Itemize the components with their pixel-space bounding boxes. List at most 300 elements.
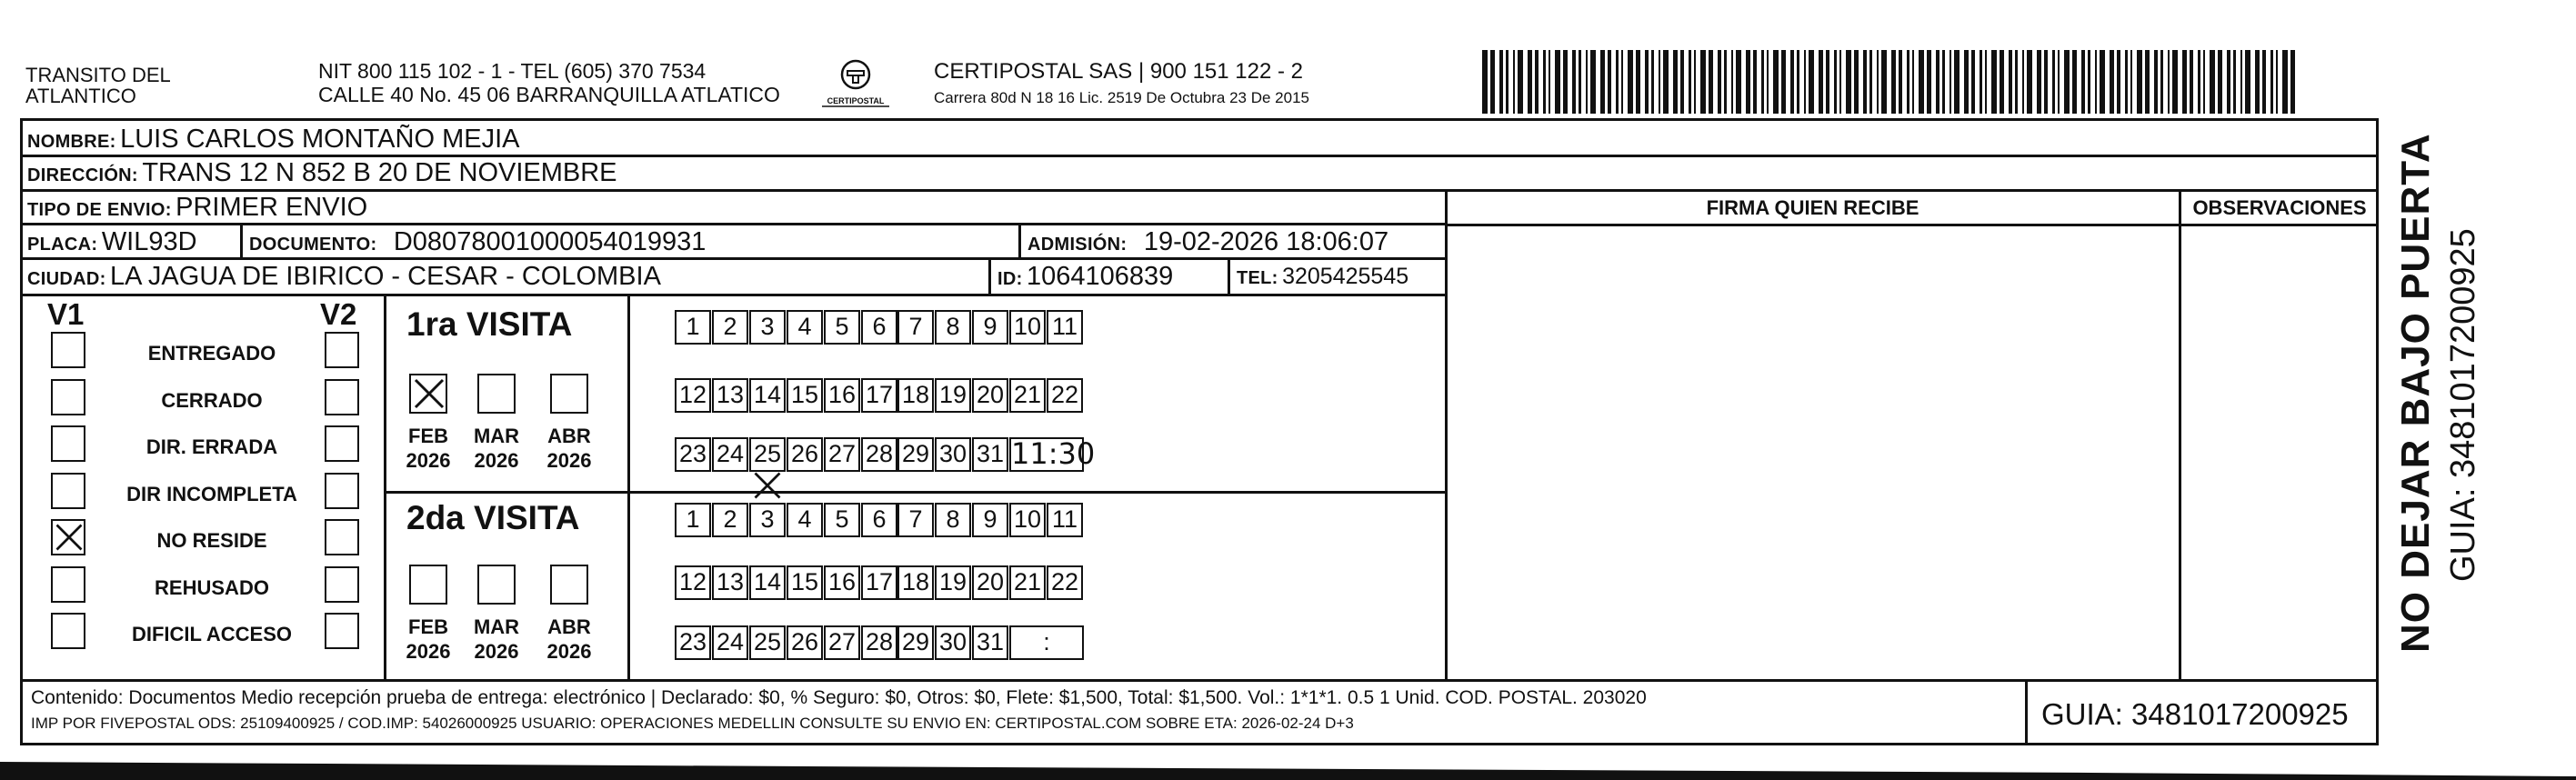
- v2-header: V2: [320, 297, 357, 331]
- tel-label: TEL:: [1237, 268, 1278, 288]
- day-number: 1: [686, 313, 700, 340]
- year-label: 2026: [474, 449, 519, 472]
- day-box[interactable]: [712, 378, 748, 413]
- v1-status-checkbox[interactable]: [51, 379, 85, 415]
- time-box[interactable]: :: [1009, 625, 1084, 660]
- barcode-bar: [2095, 50, 2097, 114]
- day-box[interactable]: [787, 378, 823, 413]
- barcode-bar: [1680, 50, 1684, 114]
- address-label: DIRECCIÓN:: [27, 165, 138, 185]
- address-row: [27, 157, 617, 193]
- barcode-bar: [1535, 50, 1539, 114]
- name-label: NOMBRE:: [27, 132, 116, 152]
- month-label: ABR: [547, 615, 591, 638]
- month-checkbox[interactable]: [477, 565, 516, 605]
- year-label: 2026: [546, 449, 592, 472]
- month-checkbox[interactable]: [409, 374, 447, 414]
- v2-status-checkbox[interactable]: [325, 425, 359, 462]
- time-box[interactable]: 11:30: [1011, 436, 1096, 471]
- document-label: DOCUMENTO:: [249, 235, 377, 255]
- day-box[interactable]: [824, 625, 860, 660]
- barcode-bar: [1600, 50, 1605, 114]
- barcode-bar: [1819, 50, 1823, 114]
- day-number: 25: [753, 628, 782, 655]
- day-box[interactable]: [897, 310, 934, 345]
- id-value: 1064106839: [1027, 262, 1174, 291]
- day-number: 5: [835, 505, 849, 533]
- day-box[interactable]: [935, 625, 971, 660]
- barcode-bar: [1636, 50, 1640, 114]
- id-field: [997, 261, 1173, 296]
- day-box[interactable]: [861, 565, 897, 600]
- barcode-bar: [1709, 50, 1713, 114]
- name-row: [27, 124, 519, 159]
- issuer-line-1: TRANSITO DEL: [25, 64, 171, 86]
- torn-edge: [0, 753, 2576, 780]
- visit1-title: 1ra VISITA: [406, 305, 573, 343]
- day-number: 13: [716, 381, 745, 408]
- barcode-bar: [1506, 50, 1509, 114]
- barcode-bar: [1628, 50, 1633, 114]
- barcode-bar: [1985, 50, 1987, 114]
- barcode-bar: [2172, 50, 2178, 114]
- barcode-bar: [1513, 50, 1515, 114]
- day-number: 3: [760, 505, 775, 533]
- plate-value: WIL93D: [101, 227, 197, 256]
- day-box[interactable]: [712, 625, 748, 660]
- day-number: 17: [865, 568, 894, 595]
- day-box[interactable]: [749, 437, 786, 472]
- barcode-bar: [2000, 50, 2004, 114]
- day-number: 25: [753, 440, 782, 467]
- day-box[interactable]: [749, 378, 786, 413]
- day-number: 8: [946, 313, 960, 340]
- barcode-bar: [1790, 50, 1794, 114]
- day-number: 6: [872, 505, 887, 533]
- day-box[interactable]: [1009, 503, 1046, 537]
- barcode-bar: [2233, 50, 2236, 114]
- barcode-bar: [2290, 50, 2295, 114]
- barcode-bar: [2282, 50, 2288, 114]
- barcode-bar: [2154, 50, 2158, 114]
- barcode-bar: [1616, 50, 1619, 114]
- day-number: 20: [976, 568, 1005, 595]
- month-label: MAR: [473, 615, 520, 638]
- day-box[interactable]: [749, 310, 786, 345]
- v1-status-checkbox[interactable]: [51, 519, 85, 555]
- status-label: DIR. ERRADA: [145, 435, 278, 458]
- day-box[interactable]: [935, 503, 971, 537]
- barcode-bar: [1718, 50, 1721, 114]
- barcode-bar: [1971, 50, 1975, 114]
- barcode-bar: [1482, 50, 1488, 114]
- day-box[interactable]: [675, 565, 711, 600]
- day-box[interactable]: [712, 310, 748, 345]
- barcode-bar: [2027, 50, 2032, 114]
- tel-value: 3205425545: [1282, 264, 1409, 289]
- month-checkbox[interactable]: [550, 565, 588, 605]
- day-box[interactable]: [787, 565, 823, 600]
- barcode-bar: [1846, 50, 1851, 114]
- barcode-bar: [2130, 50, 2132, 114]
- day-number: 4: [797, 313, 812, 340]
- barcode-bar: [2245, 50, 2250, 114]
- day-box[interactable]: [972, 503, 1008, 537]
- barcode-bar: [1663, 50, 1669, 114]
- day-box[interactable]: [749, 565, 786, 600]
- barcode-bar: [1645, 50, 1649, 114]
- barcode-bar: [2081, 50, 2085, 114]
- no-under-door-warning: NO DEJAR BAJO PUERTA: [2393, 133, 2438, 653]
- day-box[interactable]: [1047, 310, 1083, 345]
- shipment-type-value: PRIMER ENVIO: [175, 193, 368, 222]
- day-number: 11: [1051, 313, 1078, 340]
- document-field: [249, 226, 706, 262]
- month-label: FEB: [408, 425, 448, 447]
- id-label: ID:: [997, 269, 1023, 289]
- barcode-bar: [1586, 50, 1588, 114]
- year-label: 2026: [474, 640, 519, 663]
- barcode-bar: [1881, 50, 1887, 114]
- barcode-bar: [2110, 50, 2114, 114]
- barcode-bar: [1980, 50, 1982, 114]
- day-box[interactable]: [712, 437, 748, 472]
- barcode-bar: [2015, 50, 2018, 114]
- v1-status-checkbox[interactable]: [51, 425, 85, 462]
- barcode-bar: [2137, 50, 2142, 114]
- day-number: 10: [1013, 313, 1042, 340]
- day-box[interactable]: [972, 565, 1008, 600]
- barcode-bar: [2227, 50, 2230, 114]
- status-label: NO RESIDE: [156, 529, 267, 552]
- barcode-bar: [1761, 50, 1764, 114]
- month-checkbox[interactable]: [550, 374, 588, 414]
- observations-column-header: OBSERVACIONES: [2192, 196, 2367, 219]
- day-box[interactable]: [824, 378, 860, 413]
- barcode-bar: [1608, 50, 1611, 114]
- day-number: 19: [938, 568, 967, 595]
- day-number: 4: [797, 505, 812, 533]
- day-number: 6: [872, 313, 887, 340]
- month-label: MAR: [473, 425, 520, 447]
- barcode-bar: [1942, 50, 1945, 114]
- v1-status-checkbox[interactable]: [51, 566, 85, 603]
- v2-status-checkbox[interactable]: [325, 613, 359, 649]
- logo-text: CERTIPOSTAL: [827, 96, 885, 105]
- status-label: ENTREGADO: [147, 342, 276, 365]
- year-label: 2026: [546, 640, 592, 663]
- day-number: 21: [1013, 381, 1042, 408]
- barcode-bar: [1590, 50, 1596, 114]
- month-label: ABR: [547, 425, 591, 447]
- day-number: 29: [901, 628, 930, 655]
- v1-status-checkbox[interactable]: [51, 332, 85, 368]
- barcode-bar: [1700, 50, 1706, 114]
- barcode-bar: [1991, 50, 1997, 114]
- barcode-bar: [1563, 50, 1568, 114]
- v2-status-checkbox[interactable]: [325, 332, 359, 368]
- month-checkbox[interactable]: [409, 565, 447, 605]
- day-box[interactable]: [1009, 378, 1046, 413]
- barcode-bar: [2182, 50, 2187, 114]
- v2-status-checkbox[interactable]: [325, 519, 359, 555]
- day-number: 10: [1013, 505, 1042, 533]
- day-number: 12: [678, 568, 707, 595]
- day-box[interactable]: [824, 310, 860, 345]
- admission-label: ADMISIÓN:: [1027, 235, 1128, 255]
- barcode-bar: [2203, 50, 2205, 114]
- visit2-title: 2da VISITA: [406, 499, 580, 536]
- day-number: 19: [938, 381, 967, 408]
- day-number: 9: [983, 505, 997, 533]
- barcode-bar: [1863, 50, 1867, 114]
- day-number: 22: [1050, 568, 1079, 595]
- barcode-bar: [1936, 50, 1940, 114]
- barcode-bar: [1891, 50, 1896, 114]
- day-number: 26: [790, 628, 819, 655]
- barcode-bar: [2210, 50, 2215, 114]
- barcode-bar: [1651, 50, 1654, 114]
- year-label: 2026: [406, 449, 451, 472]
- barcode-bar: [1673, 50, 1678, 114]
- barcode-bar: [2218, 50, 2222, 114]
- day-number: 8: [946, 505, 960, 533]
- barcode-bar: [1724, 50, 1727, 114]
- barcode-bar: [1964, 50, 1969, 114]
- plate-field: [27, 226, 197, 262]
- barcode-bar: [1499, 50, 1503, 114]
- day-box[interactable]: [897, 565, 934, 600]
- shipment-type-label: TIPO DE ENVIO:: [27, 200, 172, 220]
- day-number: 21: [1013, 568, 1042, 595]
- barcode-bar: [2270, 50, 2273, 114]
- barcode-bar: [1950, 50, 1951, 114]
- barcode-bar: [1549, 50, 1550, 114]
- barcode-bar: [1834, 50, 1837, 114]
- barcode-bar: [1753, 50, 1757, 114]
- day-number: 22: [1050, 381, 1079, 408]
- v1-status-checkbox[interactable]: [51, 613, 85, 649]
- barcode-bar: [1555, 50, 1560, 114]
- barcode-bar: [2117, 50, 2120, 114]
- day-number: 18: [901, 568, 930, 595]
- day-box[interactable]: [897, 625, 934, 660]
- barcode-bar: [1912, 50, 1914, 114]
- nit-line: NIT 800 115 102 - 1 - TEL (605) 370 7534: [318, 59, 707, 83]
- day-number: 13: [716, 568, 745, 595]
- day-box[interactable]: [972, 378, 1008, 413]
- barcode-bar: [1877, 50, 1879, 114]
- barcode-bar: [1731, 50, 1733, 114]
- barcode-bar: [1809, 50, 1814, 114]
- v2-status-checkbox[interactable]: [325, 379, 359, 415]
- barcode-bar: [1543, 50, 1546, 114]
- day-box[interactable]: [861, 310, 897, 345]
- day-box[interactable]: [787, 625, 823, 660]
- barcode-bar: [2160, 50, 2163, 114]
- barcode-bar: [2262, 50, 2266, 114]
- shipment-type-row: [27, 192, 367, 227]
- day-number: 1: [686, 505, 700, 533]
- day-box[interactable]: [675, 437, 711, 472]
- barcode-bar: [1826, 50, 1829, 114]
- barcode-bar: [2009, 50, 2012, 114]
- day-box[interactable]: [897, 437, 934, 472]
- day-number: 9: [983, 313, 997, 340]
- day-box[interactable]: [1047, 503, 1083, 537]
- day-box[interactable]: [935, 378, 971, 413]
- day-box[interactable]: [861, 503, 897, 537]
- barcode-bar: [1869, 50, 1872, 114]
- barcode-bar: [1746, 50, 1750, 114]
- day-number: 30: [938, 628, 967, 655]
- company-line: CERTIPOSTAL SAS | 900 151 122 - 2: [934, 59, 1303, 84]
- barcode-bar: [1854, 50, 1859, 114]
- barcode-bar: [2240, 50, 2242, 114]
- day-box[interactable]: [861, 437, 897, 472]
- day-number: 11: [1051, 505, 1078, 533]
- day-box[interactable]: [1009, 565, 1046, 600]
- status-label: REHUSADO: [155, 576, 269, 599]
- footer-guia: GUIA: 3481017200925: [2041, 697, 2349, 731]
- admission-value: 19-02-2026 18:06:07: [1143, 227, 1389, 256]
- year-label: 2026: [406, 640, 451, 663]
- day-box[interactable]: [749, 503, 786, 537]
- barcode-bar: [2072, 50, 2077, 114]
- address-line: CALLE 40 No. 45 06 BARRANQUILLA ATLATICO: [318, 83, 780, 106]
- document-value: D08078001000054019931: [393, 227, 707, 256]
- day-box[interactable]: [824, 503, 860, 537]
- day-box[interactable]: [787, 437, 823, 472]
- day-number: 5: [835, 313, 849, 340]
- day-box[interactable]: [712, 565, 748, 600]
- barcode-bar: [2088, 50, 2090, 114]
- day-number: 27: [827, 440, 857, 467]
- day-box[interactable]: [972, 310, 1008, 345]
- day-number: 30: [938, 440, 967, 467]
- barcode-bar: [2276, 50, 2278, 114]
- barcode-bar: [1781, 50, 1786, 114]
- side-guia: GUIA: 3481017200925: [2444, 228, 2482, 582]
- barcode-bar: [1736, 50, 1741, 114]
- day-number: 29: [901, 440, 930, 467]
- v2-status-checkbox[interactable]: [325, 566, 359, 603]
- day-number: 23: [678, 440, 707, 467]
- day-box[interactable]: [935, 437, 971, 472]
- day-box[interactable]: [749, 625, 786, 660]
- day-box[interactable]: [935, 565, 971, 600]
- month-checkbox[interactable]: [477, 374, 516, 414]
- day-box[interactable]: [824, 437, 860, 472]
- day-number: 20: [976, 381, 1005, 408]
- barcode-bar: [1804, 50, 1806, 114]
- plate-label: PLACA:: [27, 235, 98, 255]
- barcode-bar: [2044, 50, 2048, 114]
- print-line: IMP POR FIVEPOSTAL ODS: 25109400925 / COD.IMP: 54026000925 USUARIO: OPERACIONES MEDELLIN CONSULTE SU ENVIO EN: CERTIPOSTAL.COM SOBRE ETA: 2026-02-24 D+3: [31, 715, 1354, 732]
- day-box[interactable]: [675, 310, 711, 345]
- day-box[interactable]: [972, 437, 1008, 472]
- day-box[interactable]: [787, 310, 823, 345]
- city-label: CIUDAD:: [27, 269, 106, 289]
- city-value: LA JAGUA DE IBIRICO - CESAR - COLOMBIA: [110, 262, 661, 291]
- barcode-bar: [1954, 50, 1960, 114]
- barcode-bar: [1689, 50, 1691, 114]
- day-number: 24: [716, 440, 745, 467]
- day-number: 15: [790, 568, 819, 595]
- day-number: 7: [908, 313, 923, 340]
- barcode-bar: [2198, 50, 2200, 114]
- day-box[interactable]: [1047, 565, 1083, 600]
- day-box[interactable]: [861, 625, 897, 660]
- day-box[interactable]: [1047, 378, 1083, 413]
- day-box[interactable]: [675, 503, 711, 537]
- barcode-bar: [1919, 50, 1924, 114]
- barcode-bar: [1528, 50, 1532, 114]
- status-label: DIFICIL ACCESO: [131, 623, 292, 645]
- barcode-bar: [1621, 50, 1623, 114]
- day-box[interactable]: [935, 310, 971, 345]
- day-box[interactable]: [675, 378, 711, 413]
- day-number: 24: [716, 628, 745, 655]
- barcode-bar: [1907, 50, 1909, 114]
- v1-header: V1: [47, 297, 85, 331]
- barcode-bar: [1899, 50, 1902, 114]
- day-number: 31: [976, 628, 1005, 655]
- company-sub: Carrera 80d N 18 16 Lic. 2519 De Octubra 23 De 2015: [934, 89, 1309, 106]
- day-box[interactable]: [787, 503, 823, 537]
- day-number: 2: [723, 505, 737, 533]
- status-label: DIR INCOMPLETA: [126, 483, 297, 505]
- day-box[interactable]: [861, 378, 897, 413]
- city-field: [27, 261, 661, 296]
- address-value: TRANS 12 N 852 B 20 DE NOVIEMBRE: [142, 158, 617, 187]
- day-number: 16: [827, 568, 857, 595]
- issuer-line-2: ATLANTICO: [25, 85, 136, 107]
- day-number: 18: [901, 381, 930, 408]
- month-label: FEB: [408, 615, 448, 638]
- barcode-bar: [1773, 50, 1779, 114]
- signature-column-header: FIRMA QUIEN RECIBE: [1706, 196, 1919, 219]
- day-box[interactable]: [897, 378, 934, 413]
- day-number: 23: [678, 628, 707, 655]
- certipostal-logo: [817, 56, 895, 109]
- v2-status-checkbox[interactable]: [325, 473, 359, 509]
- day-box[interactable]: [972, 625, 1008, 660]
- day-box[interactable]: [712, 503, 748, 537]
- day-box[interactable]: [675, 625, 711, 660]
- admission-field: [1027, 226, 1388, 262]
- day-number: 14: [753, 568, 782, 595]
- day-number: 28: [865, 440, 894, 467]
- day-number: 16: [827, 381, 857, 408]
- day-box[interactable]: [824, 565, 860, 600]
- v1-status-checkbox[interactable]: [51, 473, 85, 509]
- barcode-bar: [1694, 50, 1696, 114]
- barcode-bar: [1572, 50, 1576, 114]
- barcode-bar: [2125, 50, 2128, 114]
- day-number: 26: [790, 440, 819, 467]
- day-box[interactable]: [1009, 310, 1046, 345]
- day-box[interactable]: [897, 503, 934, 537]
- barcode-bar: [1518, 50, 1523, 114]
- barcode-bar: [1659, 50, 1660, 114]
- barcode-bar: [2022, 50, 2024, 114]
- barcode-bar: [1927, 50, 1931, 114]
- day-number: 27: [827, 628, 857, 655]
- day-number: 17: [865, 381, 894, 408]
- barcode-bar: [2052, 50, 2055, 114]
- barcode-bar: [1839, 50, 1841, 114]
